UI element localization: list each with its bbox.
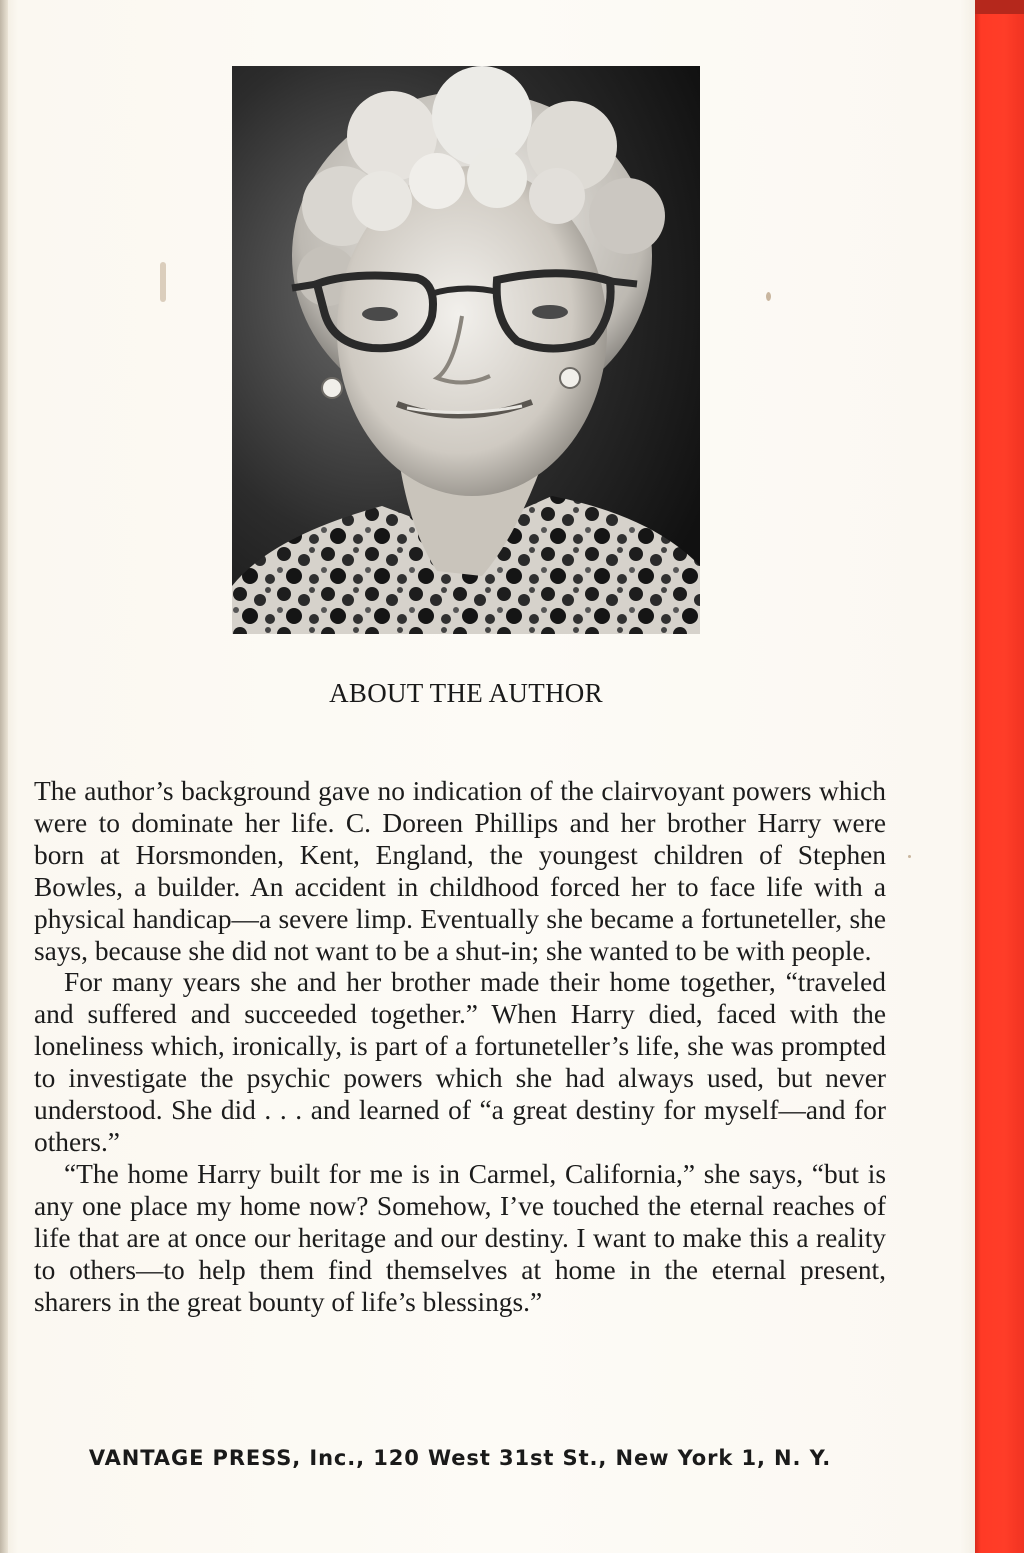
paper-stain	[160, 262, 166, 302]
about-the-author-heading: ABOUT THE AUTHOR	[329, 678, 603, 708]
biography-paragraph: For many years she and her brother made their home together, “traveled and suffered and succeeded together.” When Harry died, faced with the loneliness which, ironically, is part of a fortuneteller’s life, she was prompted to investigate the psychic powers which she had always used, but never understood. She did . . . and learned of “a great destiny for myself—and for others.”	[34, 967, 886, 1157]
cover-left-edge	[0, 0, 8, 1553]
red-spine-edge	[975, 0, 1024, 1553]
author-biography	[34, 776, 886, 1318]
biography-paragraph: “The home Harry built for me is in Carmel, California,” she says, “but is any one place my home now? Somehow, I’ve touched the eternal reaches of life that are at once our heritage and our destiny. I want to make this a reality to others—to help them find themselves at home in the eternal present, sharers in the great bounty of life’s blessings.”	[34, 1158, 886, 1317]
author-portrait-photo	[232, 66, 700, 634]
biography-paragraph: The author’s background gave no indication of the clairvoyant powers which were to dominate her life. C. Doreen Phillips and her brother Harry were born at Horsmonden, Kent, England, the youngest children of Stephen Bowles, a builder. An accident in childhood forced her to face life with a physical handicap—a severe limp. Eventually she became a fortuneteller, she says, because she did not want to be a shut-in; she wanted to be with people.	[34, 776, 886, 966]
paper-speck	[766, 292, 771, 301]
publisher-imprint: VANTAGE PRESS, Inc., 120 West 31st St., New York 1, N. Y.	[88, 1446, 832, 1470]
paper-speck	[908, 855, 911, 858]
spine-top-shadow	[975, 0, 1024, 14]
